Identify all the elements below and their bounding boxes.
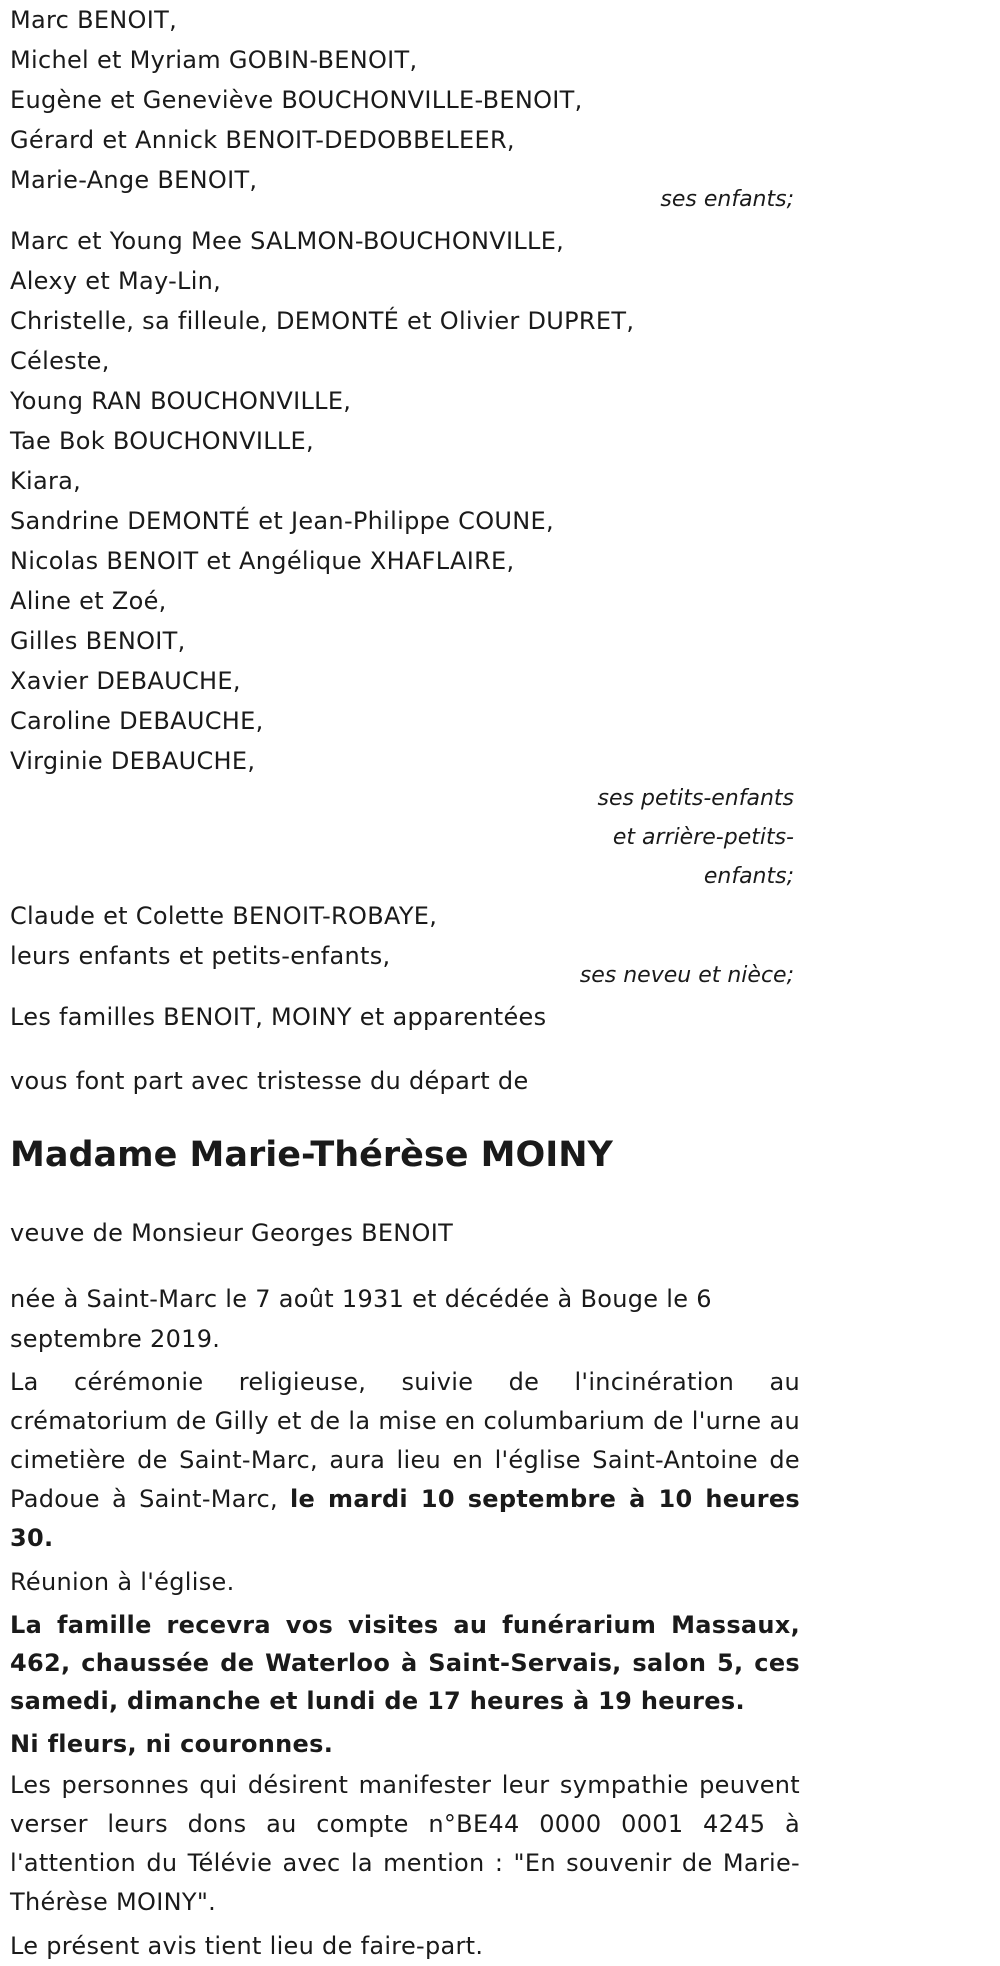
donation-paragraph: Les personnes qui désirent manifester leur sympathie peuvent verser leurs dons au compte n°BE44 0000 0001 4245 à l'attention du Télévie avec la mention : "En souvenir de Marie-Thérèse MOINY". <box>10 1771 800 1916</box>
ceremony-date: le mardi 10 septembre à 10 heures 30. <box>10 1485 800 1552</box>
grandchildren-role <box>0 779 800 896</box>
role-line: ses petits-enfants <box>597 786 794 811</box>
list-item: Christelle, sa filleule, DEMONTÉ et Olivier DUPRET, <box>10 307 635 335</box>
ceremony-text: La cérémonie religieuse, suivie de l'incinération au crématorium de Gilly et de la mise en columbarium de l'urne au cimetière de Saint-Marc, aura lieu en l'église Saint-Antoine de Padoue à Saint-Marc, <box>10 1368 800 1513</box>
widow-line: veuve de Monsieur Georges BENOIT <box>10 1219 454 1247</box>
role-line: enfants; <box>703 864 794 889</box>
list-item: Xavier DEBAUCHE, <box>10 667 241 695</box>
role-line: et arrière-petits- <box>612 825 794 850</box>
closing-line: Le présent avis tient lieu de faire-part. <box>10 1932 484 1960</box>
list-item: Marie-Ange BENOIT, <box>10 166 258 194</box>
ceremony-paragraph <box>0 1363 800 1558</box>
list-item: leurs enfants et petits-enfants, <box>10 942 391 970</box>
list-item: Caroline DEBAUCHE, <box>10 707 264 735</box>
list-item: Nicolas BENOIT et Angélique XHAFLAIRE, <box>10 547 515 575</box>
list-item: Claude et Colette BENOIT-ROBAYE, <box>10 902 438 930</box>
children-block <box>0 0 800 219</box>
list-item: Alexy et May-Lin, <box>10 267 222 295</box>
list-item: Marc BENOIT, <box>10 6 178 34</box>
list-item: Young RAN BOUCHONVILLE, <box>10 387 352 415</box>
families-line: Les familles BENOIT, MOINY et apparentées <box>10 1003 547 1031</box>
list-item: Aline et Zoé, <box>10 587 167 615</box>
list-item: Michel et Myriam GOBIN-BENOIT, <box>10 46 418 74</box>
visits-paragraph: La famille recevra vos visites au funérarium Massaux, 462, chaussée de Waterloo à Saint-Servais, salon 5, ces samedi, dimanche et lundi de 17 heures à 19 heures. <box>10 1611 800 1715</box>
deceased-name: Madame Marie-Thérèse MOINY <box>10 1135 613 1175</box>
children-list <box>0 0 800 200</box>
list-item: Marc et Young Mee SALMON-BOUCHONVILLE, <box>10 227 565 255</box>
list-item: Virginie DEBAUCHE, <box>10 747 256 775</box>
nephew-block <box>0 896 800 995</box>
nephew-role: ses neveu et nièce; <box>579 963 794 988</box>
announcement-line: vous font part avec tristesse du départ de <box>10 1067 529 1095</box>
grandchildren-block <box>0 221 800 896</box>
list-item: Sandrine DEMONTÉ et Jean-Philippe COUNE, <box>10 507 554 535</box>
meeting-line: Réunion à l'église. <box>10 1568 235 1596</box>
list-item: Gilles BENOIT, <box>10 627 186 655</box>
grandchildren-list <box>0 221 800 781</box>
birth-death-line: née à Saint-Marc le 7 août 1931 et décédée à Bouge le 6 septembre 2019. <box>10 1285 712 1353</box>
no-flowers-line: Ni fleurs, ni couronnes. <box>10 1730 334 1758</box>
list-item: Tae Bok BOUCHONVILLE, <box>10 427 314 455</box>
list-item: Eugène et Geneviève BOUCHONVILLE-BENOIT, <box>10 86 583 114</box>
children-role: ses enfants; <box>660 187 794 212</box>
list-item: Céleste, <box>10 347 110 375</box>
list-item: Gérard et Annick BENOIT-DEDOBBELEER, <box>10 126 515 154</box>
list-item: Kiara, <box>10 467 82 495</box>
